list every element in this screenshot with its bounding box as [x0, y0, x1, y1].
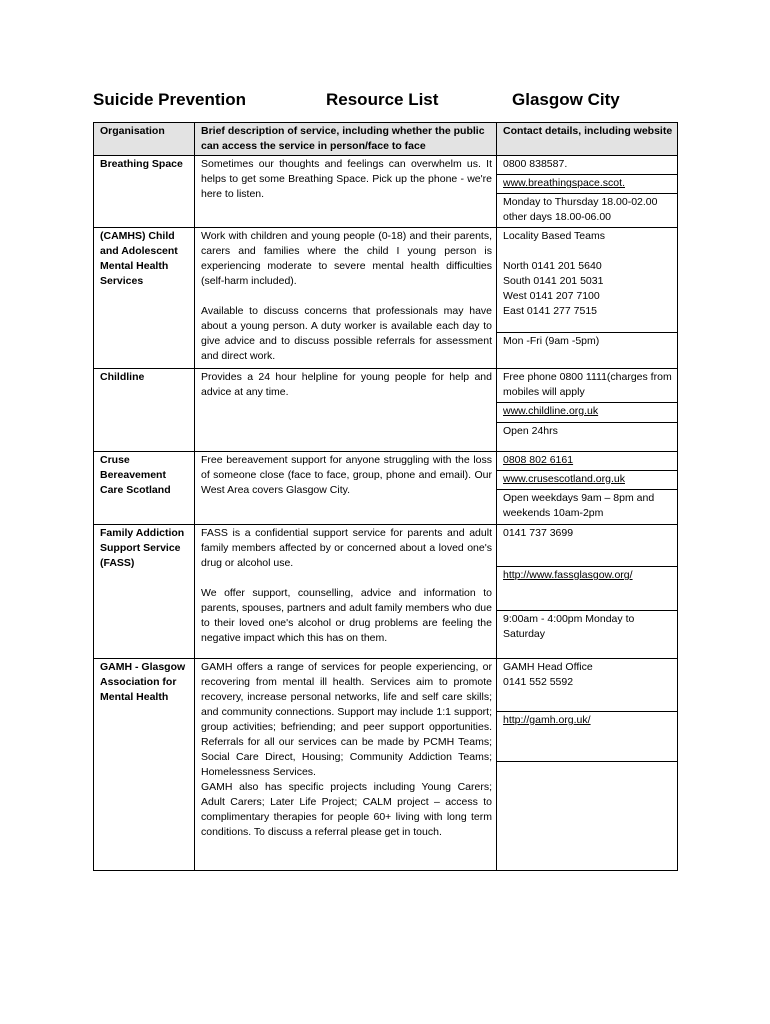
- contact-line: West 0141 207 7100: [503, 290, 600, 302]
- resource-table: [93, 122, 678, 871]
- service-description: [195, 452, 497, 525]
- website-link[interactable]: www.breathingspace.scot.: [503, 177, 625, 189]
- table-row: [94, 659, 678, 871]
- phone-link[interactable]: 0808 802 6161: [503, 454, 574, 466]
- website-link[interactable]: www.childline.org.uk: [503, 405, 599, 417]
- document-subtitle: Resource List: [326, 90, 439, 109]
- org-name: Cruse Bereavement Care Scotland: [94, 452, 195, 525]
- table-header-row: [94, 123, 678, 156]
- table-row: [94, 525, 678, 659]
- contact-line: 0141 552 5592: [503, 676, 574, 688]
- org-name: Breathing Space: [94, 156, 195, 228]
- document-title: Suicide Prevention: [93, 90, 247, 109]
- description-paragraph: FASS is a confidential support service for parents and adult family members affected by or concerned about a loved one's drug or alcohol use.: [201, 527, 492, 569]
- description-paragraph: Work with children and young people (0-18) and their parents, carers and families where the child I young person is experiencing moderate to severe mental health difficulties (self-harm included).: [201, 230, 492, 287]
- document-region: Glasgow City: [512, 90, 620, 109]
- table-row: [94, 452, 678, 525]
- contact-hours: Monday to Thursday 18.00-02.00 other days 18.00-06.00: [497, 193, 677, 227]
- table-row: [94, 156, 678, 228]
- contact-line: North 0141 201 5640: [503, 260, 602, 272]
- contact-phone: 0800 838587.: [503, 158, 568, 170]
- service-description: [195, 659, 497, 871]
- contact-phone: 0141 737 3699: [503, 527, 574, 539]
- contact-empty-cell: [497, 761, 677, 765]
- contact-details: [497, 369, 678, 452]
- description-paragraph: GAMH offers a range of services for people experiencing, or recovering from mental ill health. Services aim to promote recovery, increase personal networks, life and self care skills; and community connections. Support may include 1:1 support; group activities; befriending; and peer support opportunities. Referrals for all our services can be made by PCMH Teams; Social Care Direct, Housing; Community Addiction Teams; Homelessness Services.: [201, 661, 492, 778]
- table-row: [94, 228, 678, 369]
- website-link[interactable]: http://gamh.org.uk/: [503, 714, 591, 726]
- contact-details: [497, 156, 678, 228]
- org-name: Childline: [94, 369, 195, 452]
- description-paragraph: Free bereavement support for anyone struggling with the loss of someone close (face to face, group, phone and email). Our West Area covers Glasgow City.: [201, 454, 492, 496]
- table-row: [94, 369, 678, 452]
- contact-details: [497, 452, 678, 525]
- contact-office: [497, 659, 677, 711]
- contact-line: Locality Based Teams: [503, 230, 605, 242]
- description-paragraph: We offer support, counselling, advice and information to parents, spouses, partners and adult family members who due to their loved one's alcohol or drug problems are feeling the negative impact which this has on them.: [201, 587, 492, 644]
- org-name: Family Addiction Support Service (FASS): [94, 525, 195, 659]
- website-link[interactable]: www.crusescotland.org.uk: [503, 473, 625, 485]
- contact-hours: 9:00am - 4:00pm Monday to Saturday: [497, 610, 677, 644]
- contact-line: South 0141 201 5031: [503, 275, 604, 287]
- description-paragraph: GAMH also has specific projects including Young Carers; Adult Carers; Later Life Project; CALM project – access to complimentary therapies for people 60+ living with long term conditions. To discuss a referral please get in touch.: [201, 781, 492, 838]
- contact-line: GAMH Head Office: [503, 661, 593, 673]
- service-description: [195, 525, 497, 659]
- header-contact: Contact details, including website: [497, 123, 678, 156]
- header-description: Brief description of service, including whether the public can access the service in person/face to face: [195, 123, 497, 156]
- service-description: [195, 369, 497, 452]
- contact-hours: Open 24hrs: [497, 422, 677, 441]
- contact-hours: Open weekdays 9am – 8pm and weekends 10am-2pm: [497, 489, 677, 523]
- service-description: [195, 228, 497, 369]
- website-link[interactable]: http://www.fassglasgow.org/: [503, 569, 633, 581]
- contact-details: [497, 659, 678, 871]
- description-paragraph: Available to discuss concerns that professionals may have about a young person. A duty worker is available each day to give advice and to discuss possible referrals for assessment and direct work.: [201, 305, 492, 362]
- contact-phone: Free phone 0800 1111(charges from mobiles will apply: [503, 371, 672, 398]
- contact-phones: [497, 228, 677, 332]
- description-paragraph: Provides a 24 hour helpline for young people for help and advice at any time.: [201, 371, 492, 398]
- contact-details: [497, 228, 678, 369]
- contact-hours: Mon -Fri (9am -5pm): [497, 332, 677, 351]
- org-name: GAMH - Glasgow Association for Mental Health: [94, 659, 195, 871]
- description-paragraph: Sometimes our thoughts and feelings can overwhelm us. It helps to get some Breathing Space. Pick up the phone - we're here to listen.: [201, 158, 492, 200]
- org-name: (CAMHS) Child and Adolescent Mental Health Services: [94, 228, 195, 369]
- service-description: [195, 156, 497, 228]
- header-organisation: Organisation: [94, 123, 195, 156]
- contact-details: [497, 525, 678, 659]
- contact-line: East 0141 277 7515: [503, 305, 597, 317]
